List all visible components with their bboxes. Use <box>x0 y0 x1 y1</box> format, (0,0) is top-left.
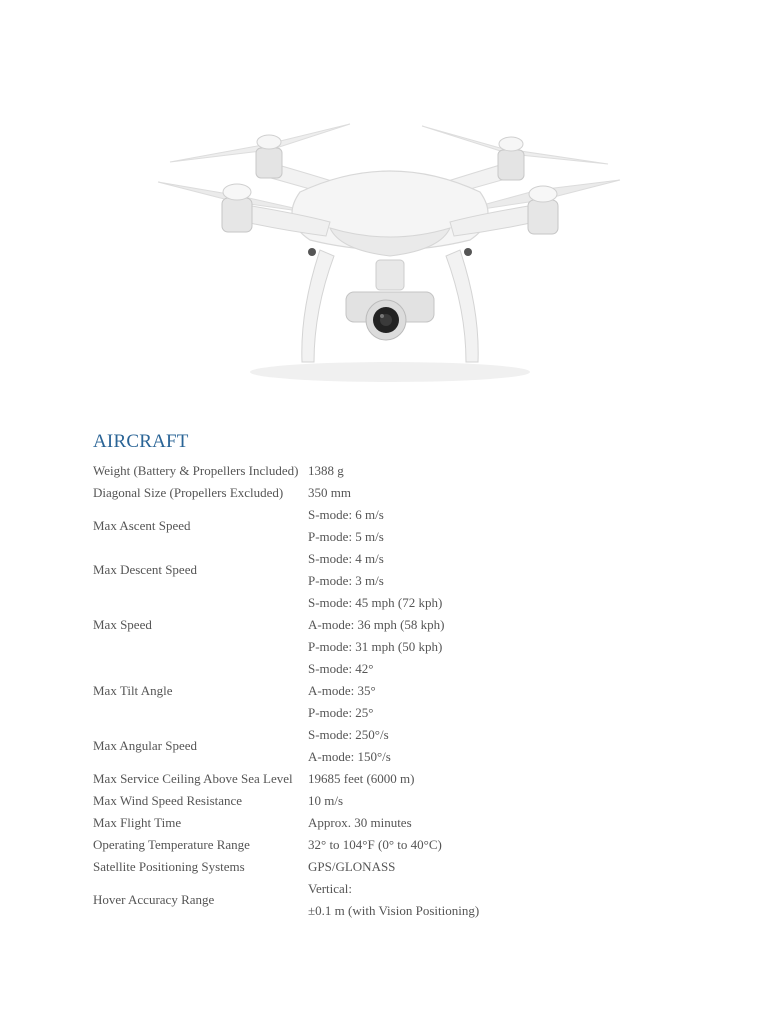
spec-table-body <box>93 460 479 922</box>
spec-label: Max Angular Speed <box>93 738 197 753</box>
spec-value-cell <box>308 724 479 768</box>
spec-label: Max Descent Speed <box>93 562 197 577</box>
spec-label: Max Tilt Angle <box>93 683 173 698</box>
spec-value-cell <box>308 790 479 812</box>
spec-row <box>93 724 479 768</box>
spec-value: 10 m/s <box>308 793 344 808</box>
spec-label: Max Flight Time <box>93 815 182 830</box>
spec-value: GPS/GLONASS <box>308 859 396 874</box>
spec-row <box>93 592 479 658</box>
spec-row <box>93 482 479 504</box>
spec-value-cell <box>308 812 479 834</box>
spec-value: 1388 g <box>308 463 344 478</box>
drone-image <box>150 110 630 400</box>
spec-value: 19685 feet (6000 m) <box>308 771 415 786</box>
spec-table <box>93 460 479 922</box>
spec-label: Max Wind Speed Resistance <box>93 793 243 808</box>
spec-row <box>93 834 479 856</box>
spec-value: S-mode: 6 m/s <box>308 507 384 522</box>
spec-value: Vertical: <box>308 881 353 896</box>
spec-row <box>93 790 479 812</box>
spec-value-cell <box>308 592 479 658</box>
spec-value: P-mode: 31 mph (50 kph) <box>308 639 443 654</box>
spec-row <box>93 856 479 878</box>
spec-label: Max Ascent Speed <box>93 518 191 533</box>
spec-row <box>93 658 479 724</box>
spec-value: P-mode: 3 m/s <box>308 573 384 588</box>
spec-row <box>93 548 479 592</box>
spec-value: P-mode: 25° <box>308 705 374 720</box>
drone-illustration <box>150 110 630 400</box>
spec-value-cell <box>308 658 479 724</box>
spec-value-cell <box>308 768 479 790</box>
spec-value-cell <box>308 878 479 922</box>
spec-value: A-mode: 150°/s <box>308 749 391 764</box>
spec-value: P-mode: 5 m/s <box>308 529 384 544</box>
spec-value-cell <box>308 856 479 878</box>
spec-value: 32° to 104°F (0° to 40°C) <box>308 837 442 852</box>
spec-label: Hover Accuracy Range <box>93 892 215 907</box>
spec-label: Operating Temperature Range <box>93 837 250 852</box>
spec-row <box>93 768 479 790</box>
spec-value: S-mode: 4 m/s <box>308 551 384 566</box>
spec-value: 350 mm <box>308 485 351 500</box>
spec-label: Max Service Ceiling Above Sea Level <box>93 771 293 786</box>
spec-value: A-mode: 35° <box>308 683 376 698</box>
spec-value-cell <box>308 834 479 856</box>
spec-value: ±0.1 m (with Vision Positioning) <box>308 903 480 918</box>
spec-value: S-mode: 250°/s <box>308 727 389 742</box>
spec-row <box>93 504 479 548</box>
spec-value: Approx. 30 minutes <box>308 815 412 830</box>
spec-label: Weight (Battery & Propellers Included) <box>93 463 299 478</box>
spec-value: S-mode: 45 mph (72 kph) <box>308 595 443 610</box>
spec-value-cell <box>308 482 479 504</box>
spec-label: Diagonal Size (Propellers Excluded) <box>93 485 284 500</box>
spec-label: Satellite Positioning Systems <box>93 859 245 874</box>
spec-row <box>93 812 479 834</box>
spec-value: S-mode: 42° <box>308 661 374 676</box>
spec-row <box>93 878 479 922</box>
spec-value-cell <box>308 504 479 548</box>
spec-value-cell <box>308 548 479 592</box>
spec-row <box>93 460 479 482</box>
spec-label: Max Speed <box>93 617 152 632</box>
spec-value-cell <box>308 460 479 482</box>
spec-value: A-mode: 36 mph (58 kph) <box>308 617 445 632</box>
section-title: AIRCRAFT <box>93 431 189 452</box>
